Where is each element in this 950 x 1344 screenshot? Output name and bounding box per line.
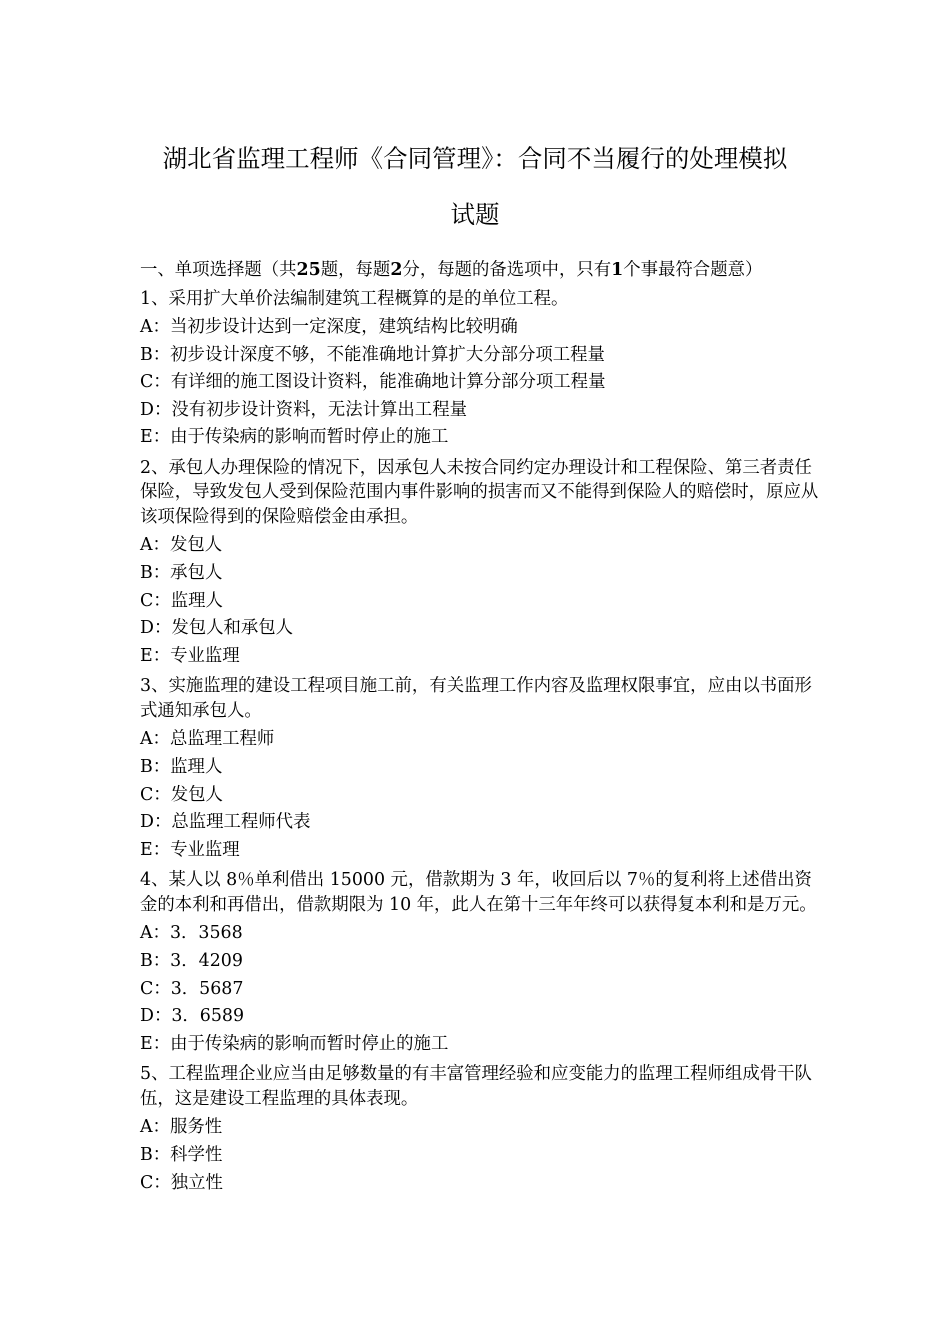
section-heading (140, 258, 820, 283)
question-4: 4、某人以 8％单利借出 15000 元，借款期为 3 年，收回后以 7％的复利将上述借出资金的本利和再借出，借款期限为 10 年，此人在第十三年年终可以获得复本利和是万元。 (140, 870, 817, 915)
question-1-option-a: A：当初步设计达到一定深度，建筑结构比较明确 (140, 317, 518, 337)
question-1-option-b: B：初步设计深度不够，不能准确地计算扩大分部分项工程量 (140, 344, 605, 365)
question-4-option-c: C：3．5687 (140, 978, 244, 999)
question-5-option-a: A：服务性 (140, 1117, 223, 1138)
question-1-option-e: E：由于传染病的影响而暂时停止的施工 (140, 427, 449, 448)
question-4-option-e: E：由于传染病的影响而暂时停止的施工 (140, 1033, 449, 1054)
question-2: 2、承包人办理保险的情况下，因承包人未按合同约定办理设计和工程保险、第三者责任保险，导致发包人受到保险范围内事件影响的损害而又不能得到保险人的赔偿时，原应从该项保险得到的保险赔偿金由承担。 (140, 457, 819, 527)
question-3-option-b: B：监理人 (140, 757, 223, 778)
question-3-option-e: E：专业监理 (140, 839, 240, 860)
points-per-question: 2 (390, 260, 403, 280)
question-5-option-c: C：独立性 (140, 1172, 223, 1193)
section-heading-text: 题，每题 (320, 260, 391, 280)
question-5: 5、工程监理企业应当由足够数量的有丰富管理经验和应变能力的监理工程师组成骨干队伍，这是建设工程监理的具体表现。 (140, 1064, 812, 1109)
question-3: 3、实施监理的建设工程项目施工前，有关监理工作内容及监理权限事宜，应由以书面形式通知承包人。 (140, 676, 812, 721)
document-body (140, 258, 820, 1197)
question-4-option-d: D：3．6589 (140, 1006, 245, 1027)
question-1-option-d: D：没有初步设计资料，无法计算出工程量 (140, 399, 467, 420)
correct-option-count: 1 (611, 260, 624, 280)
question-4-option-a: A：3．3568 (140, 923, 243, 944)
section-heading-text: 一、单项选择题（共 (140, 260, 297, 280)
document-title (100, 131, 850, 243)
question-2-option-d: D：发包人和承包人 (140, 618, 294, 639)
question-count: 25 (296, 260, 321, 280)
question-4-option-b: B：3．4209 (140, 951, 243, 971)
section-heading-text: 分，每题的备选项中，只有 (402, 260, 612, 280)
question-3-option-a: A：总监理工程师 (140, 729, 275, 750)
question-1-option-c: C：有详细的施工图设计资料，能准确地计算分部分项工程量 (140, 372, 606, 393)
title-line-2: 试题 (450, 200, 500, 229)
question-3-option-c: C：发包人 (140, 784, 223, 805)
question-2-option-b: B：承包人 (140, 563, 223, 584)
title-line-1: 湖北省监理工程师《合同管理》：合同不当履行的处理模拟 (162, 144, 788, 173)
section-heading-text: 个事最符合题意） (623, 260, 763, 280)
question-2-option-a: A：发包人 (140, 535, 223, 556)
question-5-option-b: B：科学性 (140, 1144, 223, 1165)
question-2-option-e: E：专业监理 (140, 645, 240, 666)
question-1: 1、采用扩大单价法编制建筑工程概算的是的单位工程。 (140, 288, 569, 309)
question-2-option-c: C：监理人 (140, 590, 223, 611)
question-3-option-d: D：总监理工程师代表 (140, 812, 311, 833)
